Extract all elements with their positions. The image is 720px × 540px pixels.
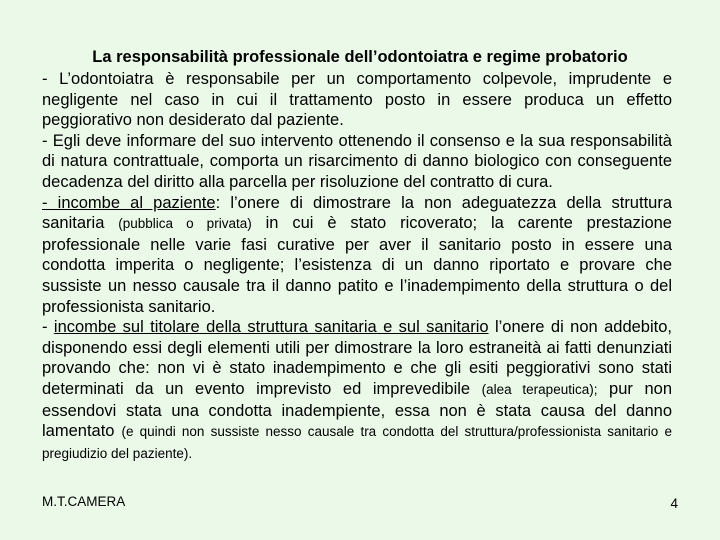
paragraph-4-note-a: (alea terapeutica); [481, 381, 598, 397]
slide-body [42, 69, 672, 464]
paragraph-3 [42, 193, 672, 318]
paragraph-3-lead: - incombe al paziente [42, 193, 216, 212]
paragraph-3-text-a: : l’onere di dimostrare la non adeguatezza della struttura sanitaria [42, 193, 673, 233]
paragraph-4 [42, 317, 672, 464]
slide-title: La responsabilità professionale dell’odontoiatra e regime probatorio [92, 48, 628, 66]
paragraph-4-text-a: l’onere di non addebito, disponendo essi degli elementi utili per dimostrare la loro estraneità ai fatti denunziati provando che: non vi è stato inadempimento e che gli esiti peggiorativi sono stati determinati da un evento imprevisto ed imprevedibile [42, 318, 672, 398]
paragraph-4-text-b: pur non essendovi stata una condotta inadempiente, essa non è stata causa del danno lamentato [42, 379, 672, 441]
paragraph-4-note-b: (e quindi non sussiste nesso causale tra condotta del struttura/professionista sanitario e pregiudizio del paziente). [42, 424, 672, 461]
paragraph-4-lead: incombe sul titolare della struttura sanitaria e sul sanitario [53, 318, 489, 337]
paragraph-2: - Egli deve informare del suo intervento ottenendo il consenso e la sua responsabilità di natura contrattuale, comporta un risarcimento di danno biologico con conseguente decadenza del diritto alla parcella per risoluzione del contratto di cura. [42, 131, 672, 191]
paragraph-1: - L’odontoiatra è responsabile per un comportamento colpevole, imprudente e negligente nel caso in cui il trattamento posto in essere produca un effetto peggiorativo non desiderato dal paziente. [42, 70, 672, 130]
footer-author: M.T.CAMERA [42, 494, 126, 509]
paragraph-3-note: (pubblica o privata) [118, 216, 252, 232]
page-number: 4 [670, 496, 678, 511]
paragraph-3-text-b: in cui è stato ricoverato; la carente prestazione professionale nelle varie fasi curative per aver il sanitario posto in essere una condotta imperita o negligente; l’esistenza di un danno riportato e provare che sussiste un nesso causale tra il danno patito e l’inadempimento della struttura o del professionista sanitario. [42, 214, 672, 316]
paragraph-4-dash: - [42, 318, 54, 337]
